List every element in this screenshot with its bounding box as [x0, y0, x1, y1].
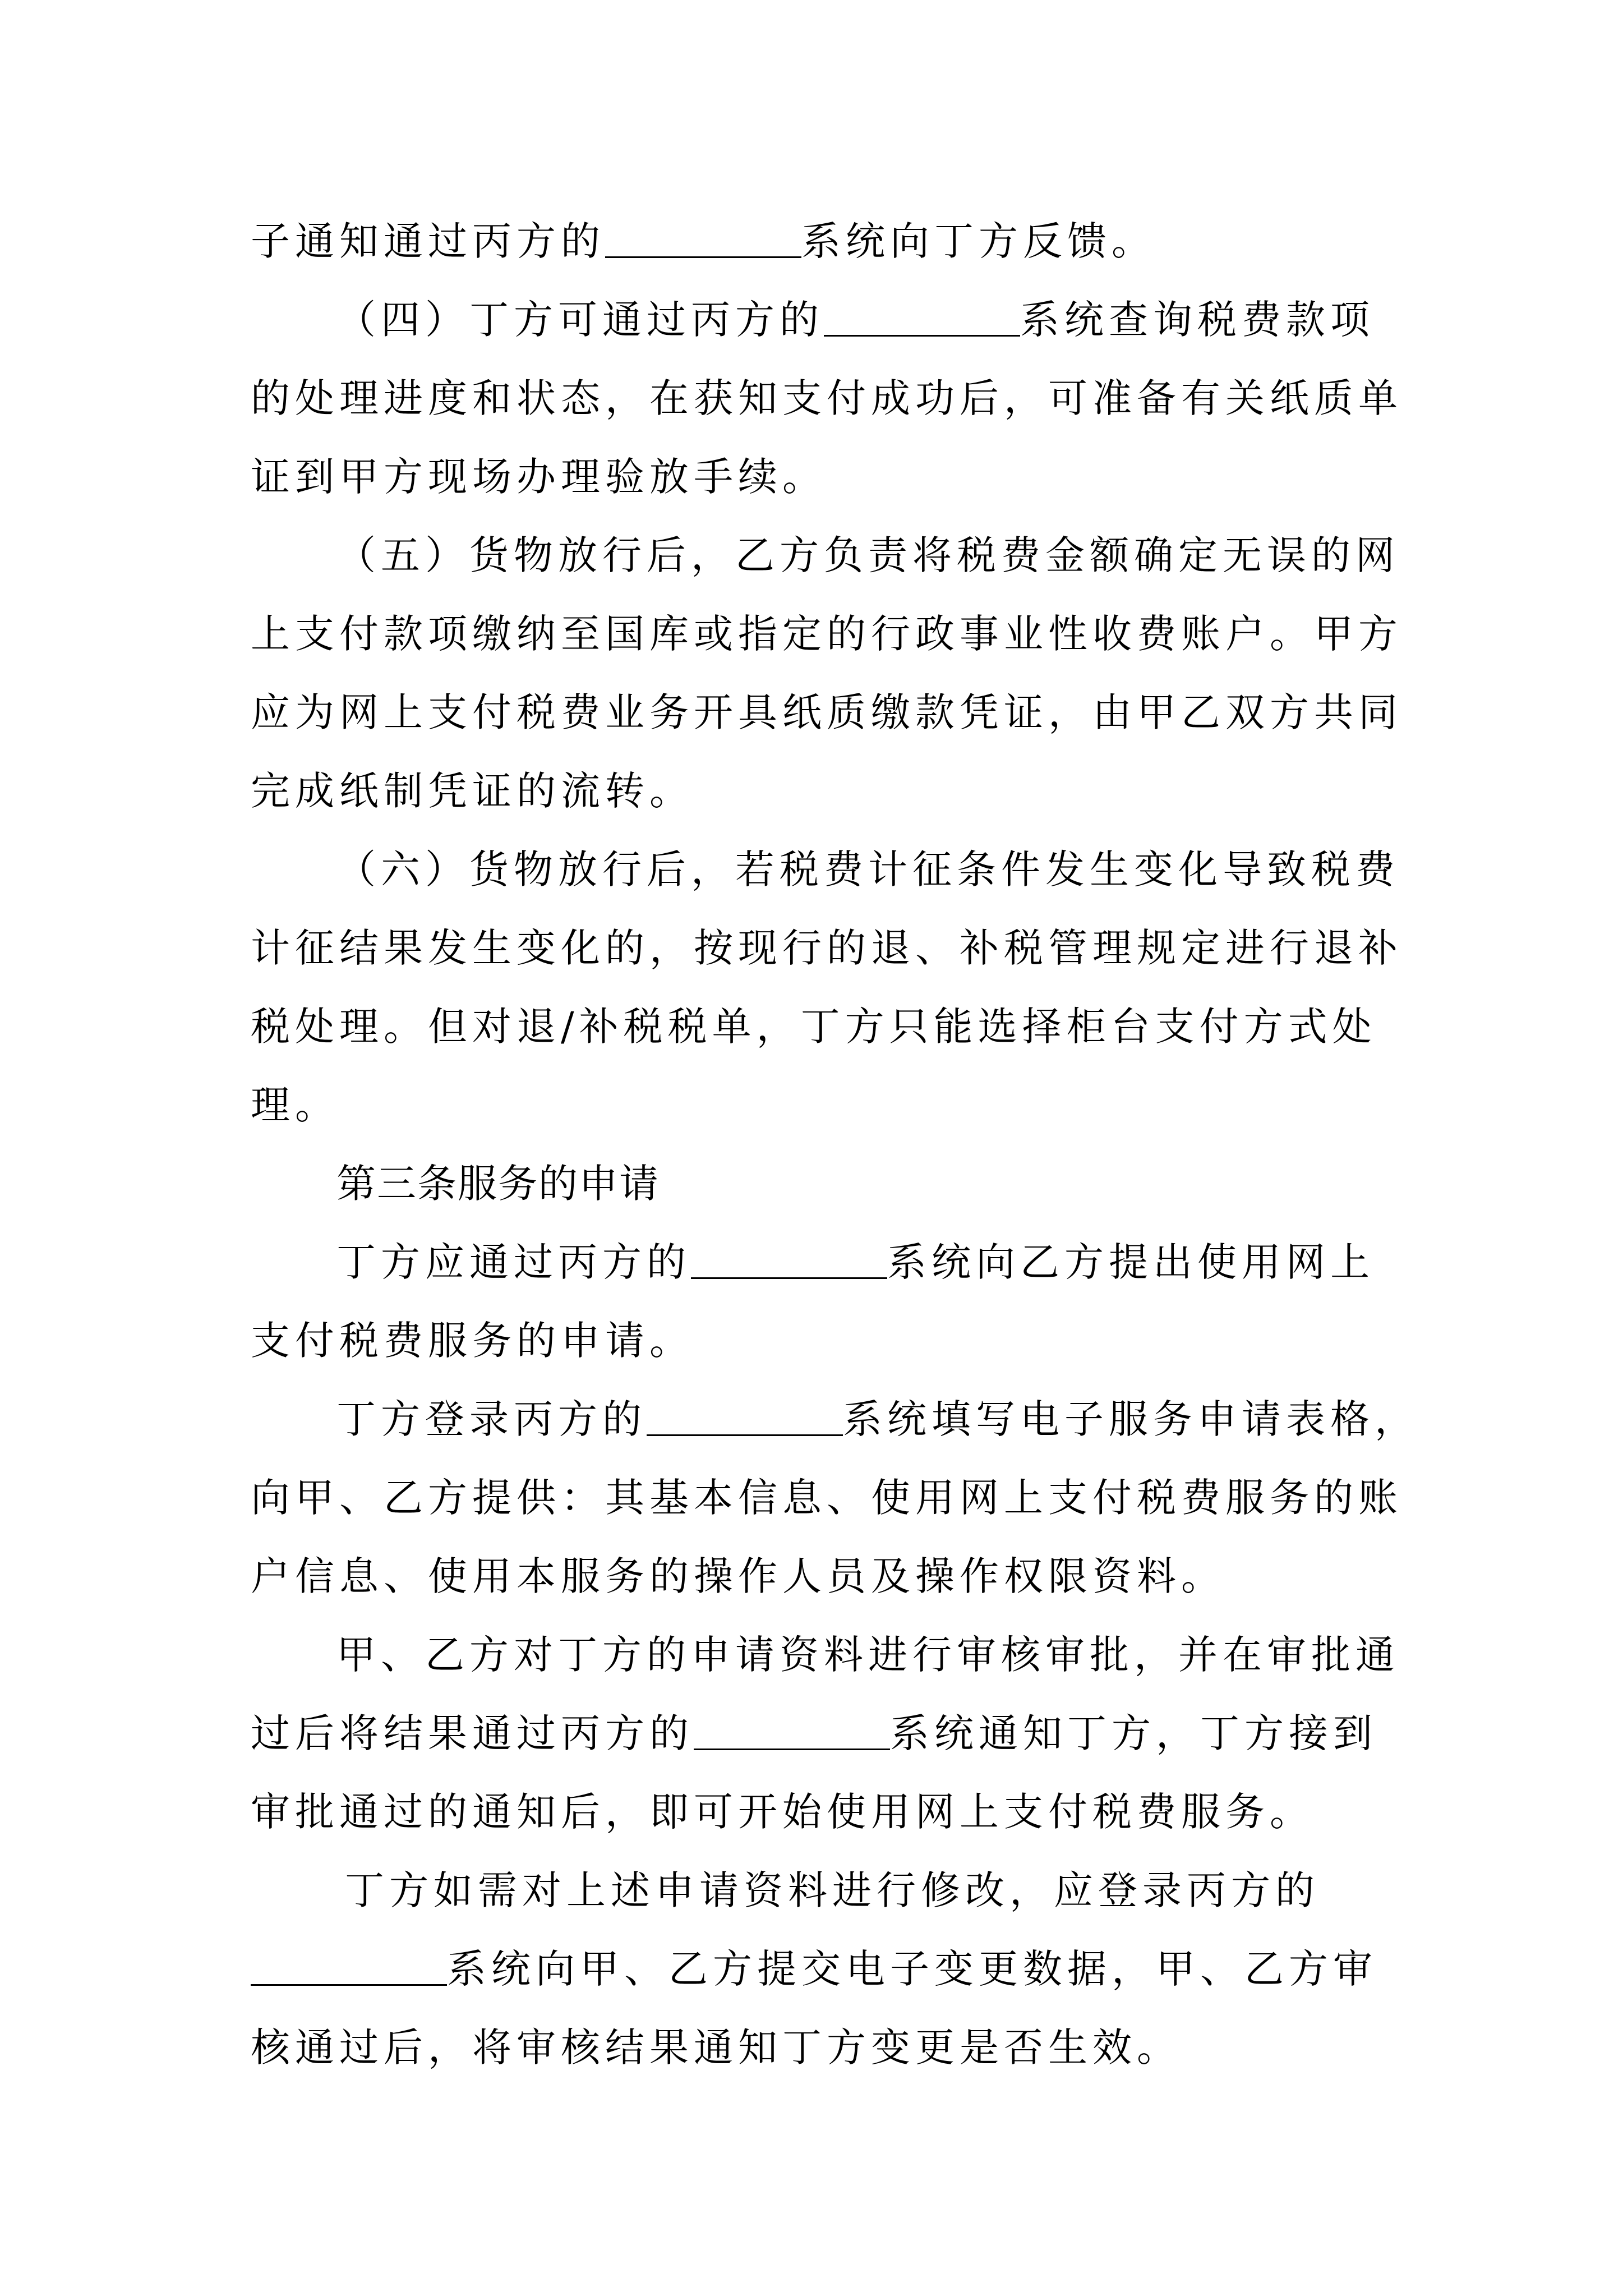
fill-in-blank	[824, 296, 1020, 337]
text: 系统向甲、乙方提交电子变更数据，甲、乙方审	[447, 1946, 1377, 1992]
paragraph-line	[251, 1705, 1378, 1761]
fill-in-blank	[251, 1945, 447, 1986]
text: 丁方应通过丙方的	[336, 1239, 691, 1285]
paragraph-line: 审批通过的通知后，即可开始使用网上支付税费服务。	[251, 1789, 1314, 1835]
fill-in-blank	[691, 1238, 887, 1279]
text: 系统通知丁方，丁方接到	[890, 1710, 1377, 1756]
paragraph-line: 税处理。但对退/补税税单，丁方只能选择柜台支付方式处	[251, 1004, 1377, 1050]
text: 子通知通过丙方的	[251, 218, 605, 264]
fill-in-blank	[647, 1395, 843, 1436]
section-heading: 第三条服务的申请	[336, 1161, 660, 1207]
text: 系统查询税费款项	[1020, 297, 1375, 343]
paragraph-line: 核通过后，将审核结果通知丁方变更是否生效。	[251, 2024, 1181, 2070]
paragraph-line: 完成纸制凭证的流转。	[251, 768, 694, 814]
paragraph-line: （六）货物放行后，若税费计征条件发生变化导致税费	[336, 846, 1400, 892]
paragraph-line: 甲、乙方对丁方的申请资料进行审核审批，并在审批通	[336, 1632, 1400, 1678]
paragraph-line: 的处理进度和状态，在获知支付成功后，可准备有关纸质单	[251, 375, 1403, 421]
paragraph-line: 丁方如需对上述申请资料进行修改，应登录丙方的	[345, 1867, 1320, 1913]
paragraph-line: 向甲、乙方提供：其基本信息、使用网上支付税费服务的账	[251, 1475, 1403, 1521]
paragraph-line: 支付税费服务的申请。	[251, 1318, 694, 1364]
paragraph-line	[336, 1234, 1380, 1290]
text: 系统向乙方提出使用网上	[887, 1239, 1375, 1285]
paragraph-line: 应为网上支付税费业务开具纸质缴款凭证，由甲乙双方共同	[251, 689, 1403, 735]
paragraph-line: （五）货物放行后，乙方负责将税费金额确定无误的网	[336, 532, 1400, 578]
paragraph-line: 证到甲方现场办理验放手续。	[251, 454, 827, 500]
paragraph-line	[336, 292, 1380, 348]
text: 过后将结果通过丙方的	[251, 1710, 694, 1756]
paragraph-line	[336, 1391, 1419, 1447]
text: 丁方登录丙方的	[336, 1396, 647, 1442]
text: 系统向丁方反馈。	[801, 218, 1156, 264]
paragraph-line: 计征结果发生变化的，按现行的退、补税管理规定进行退补	[251, 925, 1403, 971]
fill-in-blank	[605, 217, 801, 258]
paragraph-line: 户信息、使用本服务的操作人员及操作权限资料。	[251, 1553, 1225, 1599]
paragraph-line: 上支付款项缴纳至国库或指定的行政事业性收费账户。甲方	[251, 611, 1403, 657]
text: 系统填写电子服务申请表格，	[843, 1396, 1419, 1442]
text: （四）丁方可通过丙方的	[336, 297, 824, 343]
paragraph-line	[251, 213, 1378, 269]
paragraph-line	[251, 1941, 1378, 1997]
paragraph-line: 理。	[251, 1082, 339, 1128]
fill-in-blank	[694, 1709, 890, 1750]
